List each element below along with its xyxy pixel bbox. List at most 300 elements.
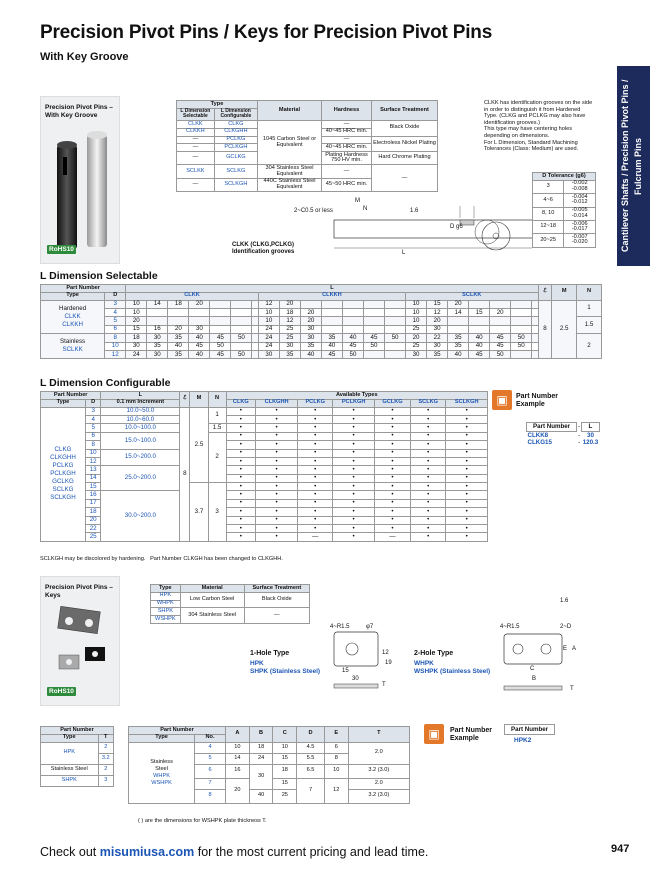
conf-avail-cell: • (226, 508, 255, 516)
type-link[interactable]: SCLKG (52, 486, 74, 494)
two-hole-b[interactable]: WSHPK (Stainless Steel) (414, 668, 491, 675)
conf-range: 15.0~200.0 (101, 449, 180, 466)
conf-d-cell: 6 (85, 432, 100, 440)
conf-type-col[interactable]: SCLKG (411, 399, 446, 407)
two-hole-a-dim: A (572, 646, 577, 652)
sel-m: M (552, 285, 577, 301)
tol-v: -0.007 -0.020 (564, 234, 596, 247)
conf-range: 30.0~200.0 (101, 491, 180, 541)
hpk-type: Type (41, 734, 99, 742)
sel-l-cell (321, 300, 342, 308)
material-cell: 440C Stainless Steel Equivalent (258, 178, 322, 191)
one-hole-b[interactable]: SHPK (Stainless Steel) (250, 668, 321, 675)
whpk-cell: 18 (249, 742, 273, 753)
sel-l-cell: 45 (210, 350, 231, 358)
conf-avail-cell: • (226, 407, 255, 415)
sel-l-cell: 20 (168, 325, 189, 333)
sel-l-cell: 50 (210, 342, 231, 350)
sel-l-cell: 35 (168, 350, 189, 358)
sel-l-cell: 35 (321, 334, 342, 342)
type-link[interactable]: CLKGHH (50, 454, 76, 462)
sel-l-cell: 40 (321, 342, 342, 350)
conf-avail-cell: • (446, 499, 488, 507)
example-h2: L (582, 423, 599, 432)
whpk-cell: 10 (225, 742, 249, 753)
sel-l-cell: 30 (300, 325, 321, 333)
hardness-cell: 40~45 HRC min. (322, 128, 372, 136)
sel-n-cell: 1 (577, 300, 602, 317)
conf-avail-cell: • (411, 449, 446, 457)
sel-l-cell (532, 350, 538, 358)
sel-l-cell (231, 342, 252, 350)
surface-cell: Black Oxide (372, 120, 438, 136)
dwg-n: N (363, 206, 368, 212)
conf-avail-cell: • (298, 441, 333, 449)
keys-type[interactable]: HPK (151, 592, 181, 600)
whpk-col: B (249, 727, 273, 743)
conf-avail-cell: • (226, 525, 255, 533)
conf-avail-cell: • (298, 499, 333, 507)
conf-avail-cell: • (226, 474, 255, 482)
hpk-partnum: Part Number (41, 727, 114, 735)
sel-l-cell: 30 (147, 350, 168, 358)
page-number: 947 (611, 843, 630, 855)
one-hole-30: 30 (352, 676, 359, 682)
tolerance-header: D Tolerance (g6) (533, 173, 596, 181)
hardness-cell: 40~45 HRC min. (322, 144, 372, 152)
sel-l-cell (511, 325, 532, 333)
conf-avail-cell: • (446, 516, 488, 524)
conf-type-list (41, 407, 86, 541)
sel-l-cell (448, 325, 469, 333)
keys-mat-head: Material (180, 585, 244, 593)
sel-d: D (105, 292, 126, 300)
sel-l-cell: 30 (300, 334, 321, 342)
conf-avail-cell: • (298, 525, 333, 533)
whpk-cell: 2.0 (348, 742, 409, 764)
sel-l-cell (189, 317, 210, 325)
sel-l-cell: 45 (363, 334, 384, 342)
type-link[interactable]: PCLKGH (50, 470, 76, 478)
example-pn[interactable]: CLKK8 (527, 431, 549, 439)
conf-avail-cell: • (374, 441, 410, 449)
sel-l-cell (189, 308, 210, 316)
tol-v: -0.002 -0.008 (564, 180, 596, 193)
one-hole-a[interactable]: HPK (250, 660, 264, 667)
selectable-header: L Dimension Selectable (177, 108, 215, 120)
pin-end-view (474, 214, 518, 258)
conf-avail-cell: • (226, 432, 255, 440)
conf-avail-cell: • (226, 491, 255, 499)
sel-l-cell (321, 308, 342, 316)
conf-d-cell: 25 (85, 533, 100, 541)
sel-l-cell: 24 (258, 342, 279, 350)
conf-avail-cell: • (256, 508, 298, 516)
whpk-col: A (225, 727, 249, 743)
sel-l-cell: 40 (342, 334, 363, 342)
whpk-cell: 15 (273, 753, 297, 764)
conf-avail-cell: • (411, 457, 446, 465)
type-sel[interactable]: CLKKH (177, 128, 215, 136)
conf-avail-cell: • (333, 491, 375, 499)
whpk-no-cell: 6 (195, 764, 226, 778)
conf-avail-cell: • (446, 424, 488, 432)
conf-range: 10.0~60.0 (101, 415, 180, 423)
conf-avail-cell: • (446, 466, 488, 474)
tol-d: 20~25 (533, 234, 564, 247)
conf-avail-cell: • (446, 457, 488, 465)
two-hole-2d: 2~D (560, 624, 572, 630)
conf-type-col[interactable]: CLKGHH (256, 399, 298, 407)
conf-avail-cell: • (333, 466, 375, 474)
type-conf[interactable]: PCLKG (214, 136, 257, 144)
sel-l-cell: 14 (448, 308, 469, 316)
sel-row (41, 300, 602, 308)
sel-l-cell: 12 (279, 317, 300, 325)
conf-avail-cell: • (374, 508, 410, 516)
sel-row (41, 308, 602, 316)
conf-row (41, 466, 488, 474)
keys-rohs: RoHS10 (49, 688, 74, 695)
conf-avail-cell: • (256, 533, 298, 541)
conf-avail-cell: • (298, 415, 333, 423)
sel-l-cell: 20 (406, 334, 427, 342)
dwg-d: D g6 (450, 224, 463, 230)
conf-n-cell: 3 (208, 483, 226, 542)
type-link[interactable]: CLKK (64, 312, 81, 320)
whpk-cell: 3.2 (3.0) (348, 764, 409, 778)
tol-v: -0.005 -0.014 (564, 207, 596, 220)
two-hole-a[interactable]: WHPK (414, 660, 434, 667)
sel-group[interactable]: SCLKK (406, 292, 539, 300)
keys-mat: Low Carbon Steel (180, 592, 244, 608)
conf-avail: Available Types (226, 392, 487, 400)
sel-l-cell: 30 (406, 350, 427, 358)
conf-d-cell: 17 (85, 499, 100, 507)
conf-avail-cell: • (333, 533, 375, 541)
footer-link[interactable]: misumiusa.com (99, 845, 195, 859)
tol-v: -0.004 -0.012 (564, 194, 596, 207)
sel-l-cell (363, 350, 384, 358)
one-hole-r: 4~R1.5 (330, 624, 350, 630)
conf-avail-cell: • (411, 525, 446, 533)
sel-l-cell: 20 (300, 317, 321, 325)
hpk-type-cell[interactable]: SHPK (41, 775, 99, 786)
sel-l-cell: 18 (126, 334, 147, 342)
page-title: Precision Pivot Pins / Keys for Precision Pivot Pins (40, 22, 493, 43)
sel-n-cell: 1.5 (577, 317, 602, 334)
conf-avail-cell: • (411, 483, 446, 491)
type-sel[interactable]: SCLKK (177, 165, 215, 178)
two-hole-t: T (570, 686, 574, 692)
conf-avail-cell: • (374, 432, 410, 440)
conf-avail-cell: • (374, 457, 410, 465)
whpk-no-cell: 5 (195, 753, 226, 764)
conf-avail-cell: • (446, 474, 488, 482)
whpk-cell: 4.5 (297, 742, 325, 753)
conf-type-col[interactable]: PCLKG (298, 399, 333, 407)
sel-l-cell: 50 (385, 334, 406, 342)
sel-l-cell (342, 300, 363, 308)
whpk-group (129, 742, 195, 803)
whpk-no-cell: 4 (195, 742, 226, 753)
sel-l-cell: 40 (469, 342, 490, 350)
conf-avail-cell: • (446, 441, 488, 449)
conf-avail-cell: • (256, 483, 298, 491)
footer-pre: Check out (40, 845, 100, 859)
whpk-cell: 3.2 (3.0) (348, 789, 409, 803)
keys-type-head: Type (151, 585, 181, 593)
conf-avail-cell: • (256, 474, 298, 482)
conf-avail-cell: • (226, 499, 255, 507)
sel-row (41, 342, 602, 350)
product-box-keys (40, 576, 120, 706)
sel-l-cell: 30 (147, 334, 168, 342)
keys-surf: Black Oxide (244, 592, 309, 608)
conf-avail-cell: • (333, 457, 375, 465)
conf-avail-cell: • (374, 449, 410, 457)
pin-photo (49, 127, 117, 253)
configurable-header: L Dimension Configurable (214, 108, 257, 120)
conf-avail-cell: • (446, 407, 488, 415)
sel-l-cell (511, 317, 532, 325)
type-link[interactable]: SCLKK (62, 346, 83, 354)
whpk-cell: 14 (225, 753, 249, 764)
conf-avail-cell: • (446, 491, 488, 499)
whpk-cell: 20 (225, 778, 249, 803)
type-conf[interactable]: PCLKGH (214, 144, 257, 152)
conf-avail-cell: • (256, 499, 298, 507)
keys-type[interactable]: WHPK (151, 600, 181, 608)
conf-avail-cell: • (333, 432, 375, 440)
type-link[interactable]: CLKKH (62, 320, 83, 328)
type-conf[interactable]: CLKG (214, 120, 257, 128)
keys-type[interactable]: SHPK (151, 608, 181, 616)
conf-range: 10.0~50.0 (101, 407, 180, 415)
sel-l-cell: 12 (258, 300, 279, 308)
whpk-table (128, 726, 410, 804)
conf-type-col[interactable]: CLKG (226, 399, 255, 407)
sel-l-cell (321, 317, 342, 325)
two-hole-b-dim: B (532, 676, 537, 682)
conf-avail-cell: • (226, 516, 255, 524)
sel-row (41, 334, 602, 342)
conf-avail-cell: • (411, 474, 446, 482)
sel-group[interactable]: CLKK (126, 292, 259, 300)
tol-d: 12~18 (533, 220, 564, 233)
type-conf[interactable]: SCLKG (214, 165, 257, 178)
conf-l-inc: 0.1 mm Increment (101, 399, 180, 407)
page-subtitle: With Key Groove (40, 51, 129, 63)
conf-n: N (208, 392, 226, 408)
sel-l-cell: 50 (511, 342, 532, 350)
sel-l-cell: 14 (147, 300, 168, 308)
example-icon: ▣ (492, 390, 512, 410)
sel-l-cell (231, 300, 252, 308)
type-link[interactable]: PCLKG (52, 462, 74, 470)
conf-avail-cell: • (256, 449, 298, 457)
conf-notes (40, 556, 283, 563)
whpk-cell: 18 (273, 764, 297, 778)
stainless-label: Stainless (60, 338, 86, 346)
sel-l-cell: 30 (427, 342, 448, 350)
sel-l-cell (231, 317, 252, 325)
keys-ra: 1.6 (560, 598, 569, 604)
type-conf[interactable]: SCLKGH (214, 178, 257, 191)
whpk-note: ( ) are the dimensions for WSHPK plate thickness T. (138, 818, 267, 824)
type-conf[interactable]: CLKGHH (214, 128, 257, 136)
selectable-table (40, 284, 602, 359)
sel-type-cell (41, 300, 105, 334)
conf-avail-cell: • (256, 415, 298, 423)
conf-avail-cell: • (411, 466, 446, 474)
conf-n-cell: 1 (208, 407, 226, 424)
type-link[interactable]: SCLKGH (50, 494, 76, 502)
conf-avail-cell: • (411, 407, 446, 415)
sel-l-cell (511, 350, 532, 358)
keys-label: Precision Pivot Pins – Keys (45, 584, 113, 599)
notes-block (484, 100, 594, 153)
sel-l-cell: 40 (448, 350, 469, 358)
whpk-cell: 7 (297, 778, 325, 803)
conf-avail-cell: • (298, 474, 333, 482)
sel-l-cell (385, 342, 406, 350)
whpk-cell: 16 (225, 764, 249, 778)
conf-d-cell: 12 (85, 457, 100, 465)
sel-l-cell (490, 317, 511, 325)
example2-value[interactable]: HPK2 (514, 737, 532, 744)
type-link[interactable]: GCLKG (52, 478, 74, 486)
sel-l-cell (385, 325, 406, 333)
sel-l-cell (210, 325, 231, 333)
surface-header: Surface Treatment (372, 101, 438, 121)
sel-l-cell: 45 (469, 350, 490, 358)
sel-l-cell: 35 (168, 334, 189, 342)
conf-type-col[interactable]: PCLKGH (333, 399, 375, 407)
sel-l-cell (363, 317, 384, 325)
sel-l-cell (448, 317, 469, 325)
conf-avail-cell: • (411, 508, 446, 516)
conf-avail-cell: • (374, 415, 410, 423)
conf-avail-cell: • (298, 508, 333, 516)
keys-type[interactable]: WSHPK (151, 616, 181, 624)
product-label: Precision Pivot Pins – With Key Groove (45, 104, 113, 119)
conf-avail-cell: • (298, 516, 333, 524)
note-3: For L Dimension, Standard Machining Tolerances (Class: Medium) are used. (484, 139, 579, 153)
sel-group[interactable]: CLKKH (258, 292, 405, 300)
conf-avail-cell: • (256, 466, 298, 474)
conf-range: 10.0~100.0 (101, 424, 180, 432)
conf-avail-cell: • (446, 533, 488, 541)
conf-d-cell: 18 (85, 508, 100, 516)
sel-l-cell: 35 (448, 334, 469, 342)
sel-d-cell: 3 (105, 300, 126, 308)
conf-avail-cell: • (333, 474, 375, 482)
whpk-cell: 10 (324, 764, 348, 778)
two-hole-drawing (500, 628, 580, 698)
type-sel[interactable]: CLKK (177, 120, 215, 128)
group-d[interactable]: WSHPK (151, 779, 172, 786)
type-conf[interactable]: GCLKG (214, 152, 257, 165)
whpk-cell: 24 (249, 753, 273, 764)
group-b: Steel (155, 765, 168, 772)
conf-type-col[interactable]: GCLKG (374, 399, 410, 407)
sel-l-cell: 40 (189, 334, 210, 342)
side-tab[interactable]: Cantilever Shafts / Precision Pivot Pins / Fulcrum Pins (617, 66, 650, 266)
hardness-header: Hardness (322, 101, 372, 121)
sel-l-cell: 35 (427, 350, 448, 358)
sel-l-cell (490, 325, 511, 333)
sel-l-cell: 45 (210, 334, 231, 342)
example-pn[interactable]: CLKG15 (527, 439, 552, 447)
group-c[interactable]: WHPK (153, 772, 170, 779)
whpk-cell: 6 (324, 742, 348, 753)
sel-l-cell: 20 (189, 300, 210, 308)
sel-l-cell: 10 (126, 308, 147, 316)
whpk-col: C (273, 727, 297, 743)
sel-l-cell: 18 (279, 308, 300, 316)
conf-row (41, 432, 488, 440)
note-2: This type may have centering holes depending on dimensions. (484, 126, 572, 139)
conf-avail-cell: • (298, 483, 333, 491)
sel-d-cell: 8 (105, 334, 126, 342)
conf-d-cell: 10 (85, 449, 100, 457)
sel-l-cell (490, 300, 511, 308)
conf-n-cell: 2 (208, 432, 226, 482)
conf-d-cell: 14 (85, 474, 100, 482)
sel-d-cell: 6 (105, 325, 126, 333)
sel-l-cell (532, 325, 538, 333)
conf-avail-cell: • (333, 441, 375, 449)
hpk-t-cell: 3 (98, 775, 114, 786)
one-hole-phi: φ7 (366, 624, 374, 630)
whpk-col: D (297, 727, 325, 743)
whpk-cell: 12 (324, 778, 348, 803)
sel-l-cell: 45 (189, 342, 210, 350)
type-link[interactable]: CLKG (54, 446, 72, 454)
sel-l-cell: 10 (258, 317, 279, 325)
two-hole-r: 4~R1.5 (500, 624, 520, 630)
sel-l-cell: 15 (469, 308, 490, 316)
whpk-cell: 30 (249, 764, 273, 789)
dwg-chamfer: 2~C0.5 or less (294, 208, 333, 214)
hardness-cell: Plating Hardness 750 HV min. (322, 152, 372, 165)
sel-l-cell: 20 (448, 300, 469, 308)
hpk-type-cell: Stainless Steel (41, 764, 99, 775)
sel-l-cell (210, 308, 231, 316)
hpk-type-cell[interactable]: HPK (41, 742, 99, 764)
type-sel: — (177, 144, 215, 152)
sel-l-cell: 20 (427, 317, 448, 325)
footer-post: for the most current pricing and lead time. (194, 845, 429, 859)
sel-l-cell (469, 325, 490, 333)
conf-avail-cell: • (374, 499, 410, 507)
configurable-table (40, 391, 488, 542)
sel-l-cell: 50 (363, 342, 384, 350)
sel-l-cell: 10 (406, 300, 427, 308)
conf-avail-cell: • (256, 491, 298, 499)
conf-type-col[interactable]: SCLKGH (446, 399, 488, 407)
conf-avail-cell: • (333, 415, 375, 423)
whpk-no: No. (195, 734, 226, 742)
sel-l-cell (210, 300, 231, 308)
one-hole-12: 12 (382, 650, 389, 656)
sel-l-cell: 10 (258, 308, 279, 316)
tol-d: 4~6 (533, 194, 564, 207)
surface-cell: — (372, 165, 438, 192)
conf-eps: ℰ (180, 392, 190, 408)
example-title: Part Number Example (516, 393, 559, 408)
